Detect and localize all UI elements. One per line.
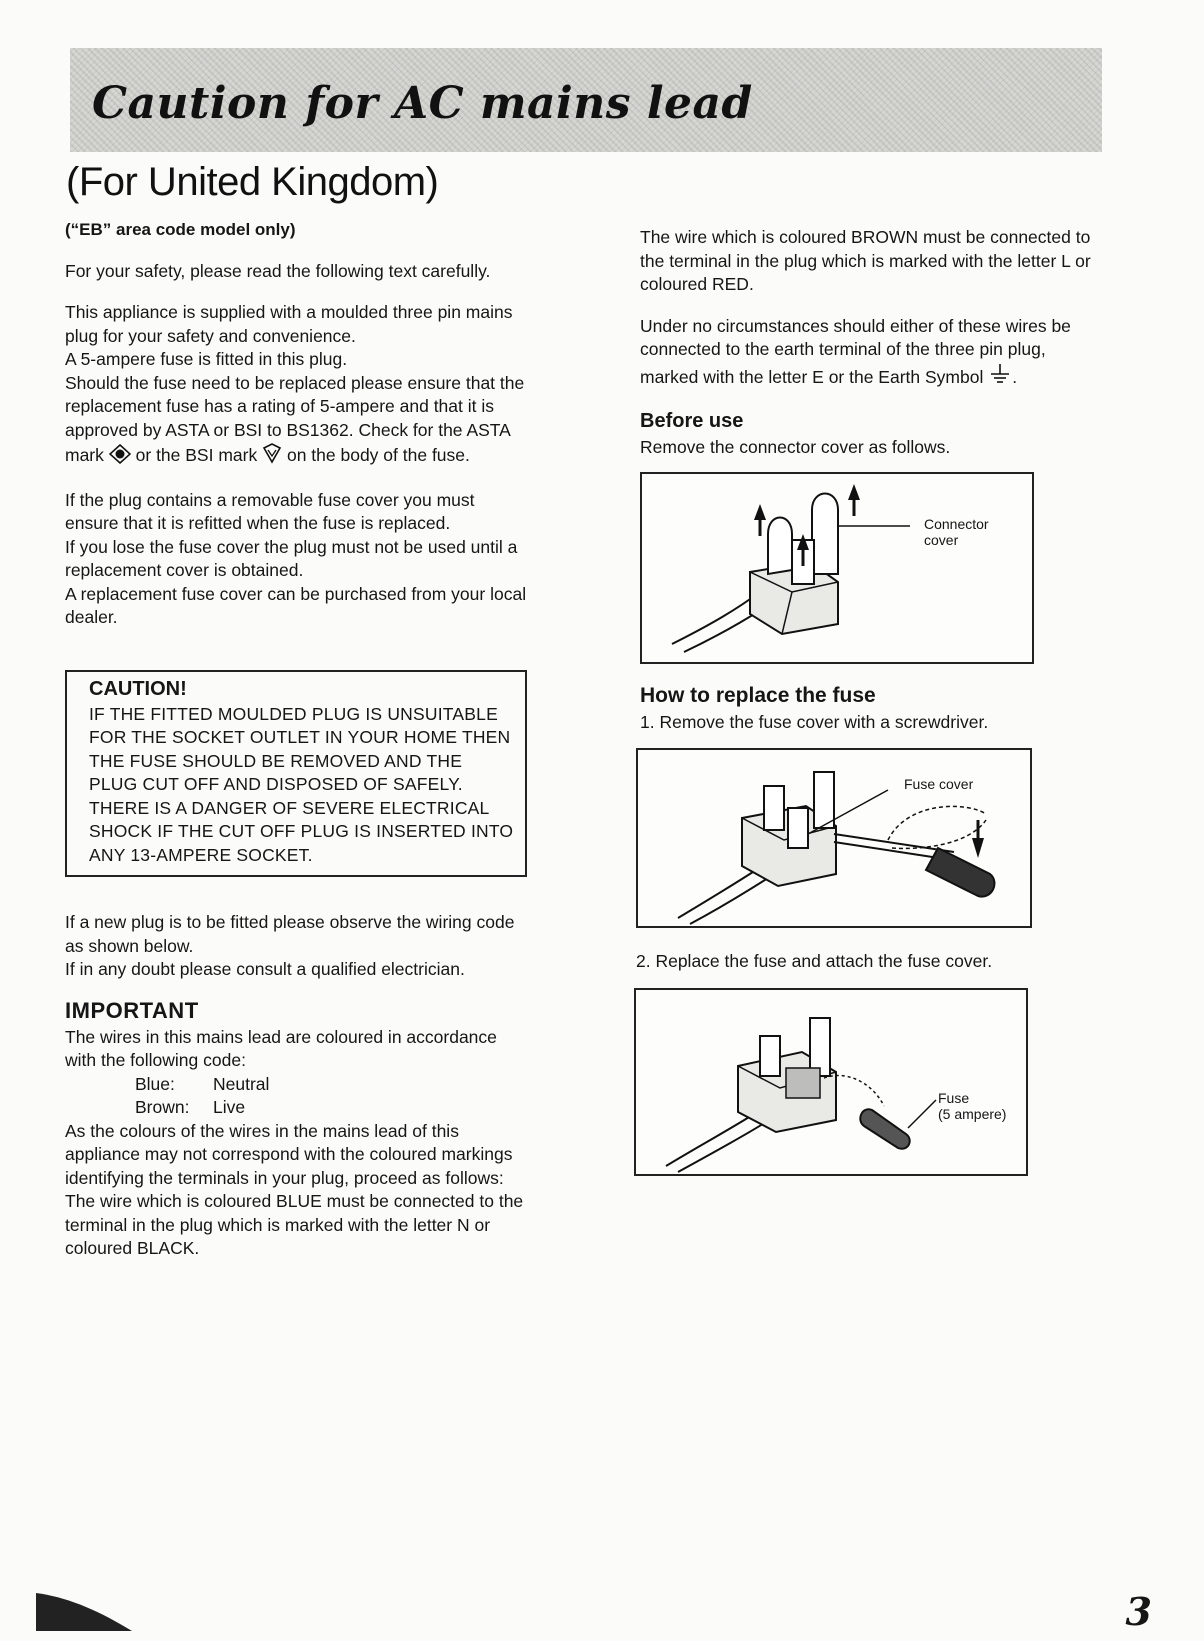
replace-step-1: 1. Remove the fuse cover with a screwdriver. [640,711,989,732]
cover-line-3: A replacement fuse cover can be purchased from your local dealer. [65,583,527,627]
caution-paragraph-1: IF THE FITTED MOULDED PLUG IS UNSUITABLE FOR THE SOCKET OUTLET IN YOUR HOME THEN THE FUSE SHOULD BE REMOVED AND THE PLUG CUT OFF AND DISPOSED OF SAFELY. [89,703,511,794]
area-code-note: (“EB” area code model only) [65,220,296,239]
asta-mark-icon [109,444,131,471]
supply-line-1: This appliance is supplied with a moulded three pin mains plug for your safety and convenience. [65,302,513,346]
intro-paragraph: For your safety, please read the following text carefully. [65,260,491,281]
important-heading: IMPORTANT [65,997,199,1023]
caution-heading: CAUTION! [89,677,187,700]
connector-cover-figure [640,472,1034,664]
left-column [65,218,527,1261]
supply-line-3a: Should the fuse need to be replaced please ensure that the replacement fuse has a rating of 5-ampere and that it is approved by ASTA or BSI to BS1362. Check for the ASTA mark [65,372,525,465]
wire-code-brown [65,1096,527,1120]
fuse-label-line-2: (5 ampere) [938,1105,1007,1122]
caution-box [65,670,527,878]
fuse-insert-illustration [636,990,1026,1174]
blue-value: Neutral [213,1073,270,1094]
earth-warning-paragraph: Under no circumstances should either of these wires be connected to the earth terminal of the three pin plug, marked with the letter E or the Earth Symbol . [640,315,1102,393]
blue-label: Blue: [135,1073,175,1094]
new-plug-section [65,911,527,982]
title-banner [70,48,1102,152]
replace-fuse-heading: How to replace the fuse [640,683,876,707]
supply-line-2: A 5-ampere fuse is fitted in this plug. [65,349,348,369]
fuse-cover-label: Fuse cover [904,776,974,792]
before-use-heading: Before use [640,410,744,432]
plug-connector-illustration [642,474,1032,662]
wire-code-blue [65,1073,527,1097]
brown-wire-paragraph: The wire which is coloured BROWN must be connected to the terminal in the plug which is marked with the letter L or coloured RED. [640,227,1091,294]
supply-line-3 [65,372,527,471]
page-title: Caution for AC mains lead [92,78,753,129]
important-paragraph-3: The wire which is coloured BLUE must be connected to the terminal in the plug which is marked with the letter N or coloured BLACK. [65,1191,524,1258]
supply-line-3c: on the body of the fuse. [286,445,470,465]
connector-label-line-1: Connector [924,515,989,532]
before-use-text: Remove the connector cover as follows. [640,437,951,457]
important-section [65,998,527,1261]
earth-symbol-icon [988,362,1012,393]
brown-label: Brown: [135,1097,190,1117]
important-intro: The wires in this mains lead are coloured in accordance with the following code: [65,1026,497,1070]
earth-warning-text: Under no circumstances should either of these wires be connected to the earth terminal of the three pin plug, marked with the letter E or the Earth Symbol [640,315,1071,387]
fuse-replace-figure [634,988,1028,1176]
new-plug-line-1: If a new plug is to be fitted please observe the wiring code as shown below. [65,912,515,956]
page-number: 3 [1125,1588,1152,1634]
fuse-cover-figure [636,748,1032,928]
bsi-kitemark-icon [262,442,282,471]
connector-cover-label [924,516,989,548]
important-paragraph-2: As the colours of the wires in the mains lead of this appliance may not correspond with the coloured markings identifying the terminals in your plug, proceed as follows: [65,1120,513,1188]
connector-label-line-2: cover [924,531,959,548]
page-edge-tab-mark [36,1587,132,1631]
fuse-cover-section [65,489,527,630]
new-plug-line-2: If in any doubt please consult a qualified electrician. [65,959,465,979]
fuse-label-line-1: Fuse [938,1089,970,1106]
cover-line-2: If you lose the fuse cover the plug must not be used until a replacement cover is obtained. [65,536,518,580]
fuse-rating-label [938,1090,1006,1122]
cover-line-1: If the plug contains a removable fuse cover you must ensure that it is refitted when the fuse is replaced. [65,489,475,533]
caution-paragraph-2: THERE IS A DANGER OF SEVERE ELECTRICAL SHOCK IF THE CUT OFF PLUG IS INSERTED INTO ANY 13-AMPERE SOCKET. [89,797,514,865]
brown-value: Live [213,1097,246,1117]
plug-supply-section [65,301,527,471]
replace-step-2: 2. Replace the fuse and attach the fuse cover. [636,951,993,971]
right-column [636,226,1102,1176]
supply-line-3b: or the BSI mark [135,445,258,465]
page-subtitle: (For United Kingdom) [66,160,439,204]
